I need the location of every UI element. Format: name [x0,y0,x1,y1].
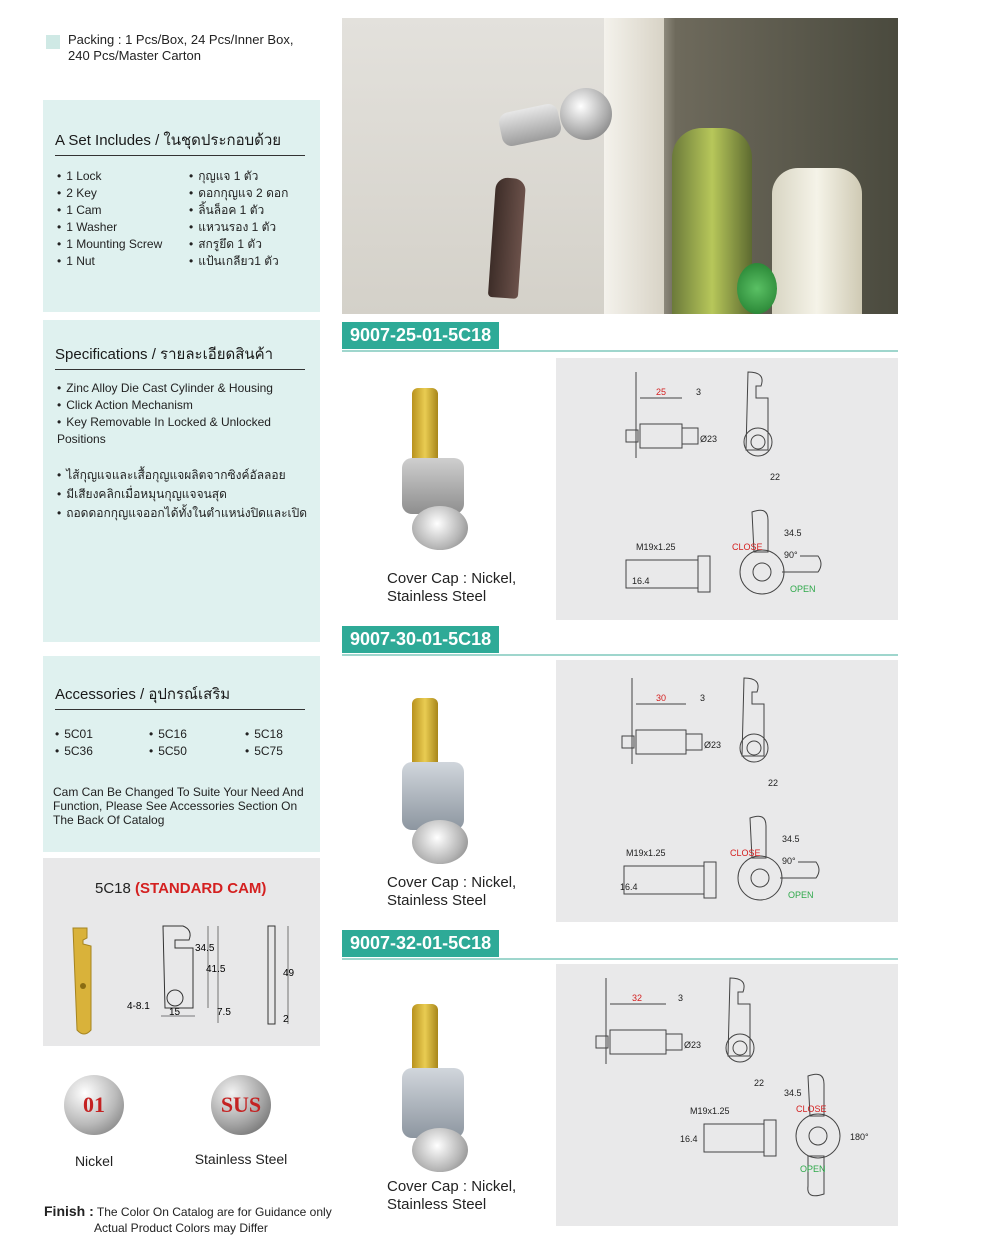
list-item: • ถอดดอกกุญแจออกได้ทั้งในตำแหน่งปิดและเปิด [57,504,317,523]
dim-diameter: Ø23 [704,740,722,750]
dim-thickness: 3 [700,693,706,703]
product-code: 9007-30-01-5C18 [342,626,499,653]
technical-drawing [556,964,898,1226]
specifications-th-list [57,466,317,523]
packing-marker [46,35,60,49]
nickel-badge-icon [64,1075,124,1135]
code-underline [342,958,898,960]
accessory-item: • 5C36 [55,743,93,760]
list-item: • Click Action Mechanism [57,397,317,414]
specifications-title: Specifications / รายละเอียดสินค้า [55,342,305,370]
dim-angle: 90° [782,856,796,866]
dim-diameter: Ø23 [700,434,718,444]
dim-length: 32 [632,993,643,1003]
nickel-label: Nickel [74,1153,114,1169]
cam-dim-e: 15 [169,1007,181,1018]
accessories-panel [43,656,320,852]
cam-title [95,880,266,897]
list-item: • แป้นเกลียว1 ตัว [189,253,288,270]
dim-width: 22 [770,472,781,482]
dim-height: 16.4 [680,1134,698,1144]
cam-dim-a: 34.5 [195,943,215,954]
accessory-item: • 5C75 [245,743,283,760]
technical-drawing [556,358,898,620]
cam-photo [73,928,91,1034]
stainless-badge-icon [211,1075,271,1135]
cover-cap-line-1: Cover Cap : Nickel, [387,570,517,587]
cam-dim-f: 7.5 [217,1007,231,1018]
finish-note-line-2: Actual Product Colors may Differ [94,1221,268,1235]
door-edge [604,18,664,314]
specifications-header [55,342,305,370]
lock-photo [394,388,474,548]
cover-cap-line-2: Stainless Steel [387,588,487,605]
finish-note [44,1203,334,1236]
dim-width: 22 [754,1078,765,1088]
cover-cap-text [387,1178,516,1214]
dim-height: 16.4 [620,882,638,892]
finish-stainless [186,1075,296,1167]
nickel-badge-label: 01 [83,1092,105,1117]
cover-cap-line-2: Stainless Steel [387,1196,487,1213]
list-item: • แหวนรอง 1 ตัว [189,219,288,236]
accessories-title: Accessories / อุปกรณ์เสริม [55,682,305,710]
cabinet-door [342,18,610,314]
lock-cylinder [560,88,612,140]
dim-length: 25 [656,387,667,397]
dim-thread: M19x1.25 [636,542,676,552]
finish-note-label: Finish : [44,1203,94,1219]
finish-note-line-1: The Color On Catalog are for Guidance only [96,1205,332,1219]
dim-length: 30 [656,693,667,703]
list-item: • 1 Washer [57,219,162,236]
set-includes-en-list [57,168,162,270]
dim-width: 22 [768,778,779,788]
dim-open: OPEN [790,584,816,594]
product-code: 9007-32-01-5C18 [342,930,499,957]
cover-cap-line-2: Stainless Steel [387,892,487,909]
cam-dim-b: 41.5 [206,964,226,975]
cam-drawing [43,908,320,1046]
green-bottle [737,263,777,314]
dim-close: CLOSE [796,1104,827,1114]
list-item: • ดอกกุญแจ 2 ดอก [189,185,288,202]
finish-nickel [60,1075,128,1169]
accessories-note: Cam Can Be Changed To Suite Your Need And Function, Please See Accessories Section On The Back Of Catalog [53,785,304,827]
list-item: • ไส้กุญแจและเสื้อกุญแจผลิตจากซิงค์อัลลอย [57,466,317,485]
accessory-item: • 5C50 [149,743,187,760]
cam-title-standard: (STANDARD CAM) [135,880,267,897]
packing-line-2: 240 Pcs/Master Carton [68,48,201,63]
packing-text [68,32,328,64]
dim-cam: 34.5 [784,1088,802,1098]
packing-line-1: Packing : 1 Pcs/Box, 24 Pcs/Inner Box, [68,32,294,47]
set-includes-header [55,128,305,156]
cover-cap-line-1: Cover Cap : Nickel, [387,1178,517,1195]
product-block-2 [342,626,898,926]
dim-diameter: Ø23 [684,1040,702,1050]
dim-angle: 180° [850,1132,869,1142]
lock-photo [394,1004,474,1174]
cover-cap-line-1: Cover Cap : Nickel, [387,874,517,891]
standard-cam-panel [43,858,320,1046]
specifications-panel [43,320,320,642]
list-item: • กุญแจ 1 ตัว [189,168,288,185]
list-item: • Zinc Alloy Die Cast Cylinder & Housing [57,380,317,397]
dim-thread: M19x1.25 [626,848,666,858]
cover-cap-text [387,570,516,606]
list-item: • 1 Nut [57,253,162,270]
hero-photo [342,18,898,314]
code-underline [342,654,898,656]
stainless-label: Stainless Steel [194,1151,288,1167]
list-item: • 1 Mounting Screw [57,236,162,253]
dim-open: OPEN [788,890,814,900]
product-block-1 [342,322,898,622]
set-includes-panel [43,100,320,312]
list-item: • ลิ้นล็อค 1 ตัว [189,202,288,219]
list-item: • สกรูยึด 1 ตัว [189,236,288,253]
product-block-3 [342,930,898,1230]
plastic-bottle [772,168,862,314]
cam-dim-g: 2 [283,1014,289,1025]
accessory-item: • 5C16 [149,726,187,743]
stainless-badge-label: SUS [220,1092,262,1117]
accessory-item: • 5C18 [245,726,283,743]
product-code: 9007-25-01-5C18 [342,322,499,349]
cam-title-code: 5C18 [95,880,131,897]
dim-close: CLOSE [732,542,763,552]
set-includes-title: A Set Includes / ในชุดประกอบด้วย [55,128,305,156]
cam-dim-d: 4-8.1 [127,1001,150,1012]
list-item: • Key Removable In Locked & Unlocked Positions [57,414,317,448]
technical-drawing [556,660,898,922]
dim-thickness: 3 [696,387,702,397]
lock-photo [394,698,474,868]
list-item: • 1 Lock [57,168,162,185]
dim-cam: 34.5 [784,528,802,538]
code-underline [342,350,898,352]
dim-open: OPEN [800,1164,826,1174]
set-includes-th-list [189,168,288,270]
list-item: • 1 Cam [57,202,162,219]
cam-dim-c: 49 [283,968,295,979]
dim-cam: 34.5 [782,834,800,844]
dim-thread: M19x1.25 [690,1106,730,1116]
dim-angle: 90° [784,550,798,560]
cover-cap-text [387,874,516,910]
accessory-item: • 5C01 [55,726,93,743]
list-item: • มีเสียงคลิกเมื่อหมุนกุญแจจนสุด [57,485,317,504]
specifications-en-list [57,380,317,448]
dim-thickness: 3 [678,993,684,1003]
accessories-header [55,682,305,710]
dim-height: 16.4 [632,576,650,586]
list-item: • 2 Key [57,185,162,202]
dim-close: CLOSE [730,848,761,858]
